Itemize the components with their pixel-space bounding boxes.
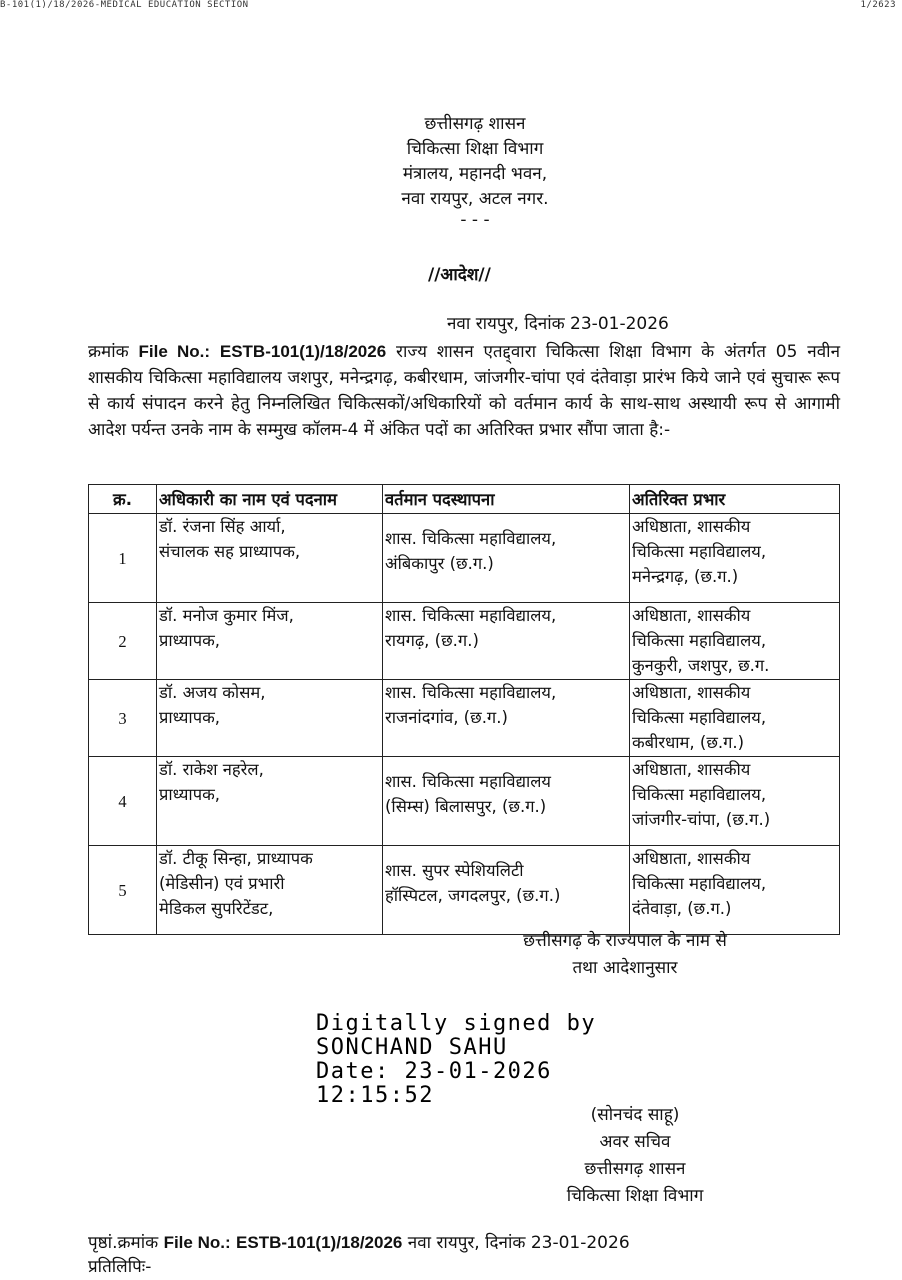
charge-line: मनेन्द्रगढ़, (छ.ग.) [632,567,739,586]
letterhead-line-department: चिकित्सा शिक्षा विभाग [406,139,544,159]
authority-block [490,928,760,982]
officer-designation-line: प्राध्यापक, [159,785,220,804]
row-serial: 4 [89,757,157,846]
charge-line: अधिष्ठाता, शासकीय [632,849,751,868]
row-additional-charge [630,846,840,935]
footer-file-number: ESTB-101(1)/18/2026 [236,1233,403,1252]
signatory-org-department: चिकित्सा शिक्षा विभाग [566,1186,704,1206]
signatory-org-government: छत्तीसगढ़ शासन [584,1159,686,1179]
digital-signature-stamp [316,1012,596,1108]
charge-line: चिकित्सा महाविद्यालय, [632,785,767,804]
letterhead-line-government: छत्तीसगढ़ शासन [424,114,526,134]
officers-table [88,484,840,935]
officer-designation-line: संचालक सह प्राध्यापक, [159,542,301,561]
row-current-posting [383,603,630,680]
row-officer-name [157,603,383,680]
signature-line-name: SONCHAND SAHU [316,1035,508,1060]
letterhead-separator: - - - [460,210,490,230]
footer-file-label: File No.: [163,1233,231,1252]
row-additional-charge [630,603,840,680]
posting-line: शास. चिकित्सा महाविद्यालय, [385,683,557,702]
signature-line-time: 12:15:52 [316,1083,434,1108]
row-additional-charge [630,514,840,603]
table-row [89,680,840,757]
letterhead-line-building: मंत्रालय, महानदी भवन, [402,164,548,184]
signatory-designation: अवर सचिव [599,1132,671,1152]
charge-line: अधिष्ठाता, शासकीय [632,517,751,536]
row-current-posting [383,680,630,757]
posting-line: शास. चिकित्सा महाविद्यालय [385,772,552,791]
table-row [89,603,840,680]
officer-designation-line: (मेडिसीन) एवं प्रभारी [159,874,285,893]
posting-line: राजनांदगांव, (छ.ग.) [385,708,508,727]
posting-line: शास. सुपर स्पेशियलिटी [385,861,524,880]
officer-name-line: डॉ. टीकू सिन्हा, प्राध्यापक [159,849,313,868]
body-prefix: क्रमांक [88,342,129,362]
table-row [89,757,840,846]
officer-designation-line: मेडिकल सुपरिटेंडट, [159,899,274,918]
posting-line: रायगढ़, (छ.ग.) [385,631,479,650]
charge-line: कुनकुरी, जशपुर, छ.ग. [632,656,770,675]
row-officer-name [157,846,383,935]
footer-place-date: नवा रायपुर, दिनांक 23-01-2026 [407,1233,630,1253]
signature-line-signed-by: Digitally signed by [316,1011,597,1036]
row-serial: 3 [89,680,157,757]
row-additional-charge [630,680,840,757]
body-file-number: ESTB-101(1)/18/2026 [219,342,387,361]
charge-line: चिकित्सा महाविद्यालय, [632,542,767,561]
letterhead-line-city: नवा रायपुर, अटल नगर. [401,189,549,209]
charge-line: चिकित्सा महाविद्यालय, [632,631,767,650]
row-additional-charge [630,757,840,846]
row-officer-name [157,514,383,603]
header-serial: क्र. [89,485,157,514]
posting-line: शास. चिकित्सा महाविद्यालय, [385,529,557,548]
footer-reference [88,1230,630,1256]
signature-line-date: Date: 23-01-2026 [316,1059,552,1084]
row-officer-name [157,680,383,757]
officer-name-line: डॉ. मनोज कुमार मिंज, [159,606,294,625]
officer-designation-line: प्राध्यापक, [159,631,220,650]
body-file-label: File No.: [138,342,211,361]
signatory-block [520,1102,750,1210]
charge-line: चिकित्सा महाविद्यालय, [632,708,767,727]
posting-line: अंबिकापुर (छ.ग.) [385,554,494,573]
order-body [88,339,840,443]
table-row [89,514,840,603]
table-header-row [89,485,840,514]
header-additional-charge: अतिरिक्त प्रभार [630,485,840,514]
document-reference-header: B-101(1)/18/2026-MEDICAL EDUCATION SECTION [0,0,249,10]
posting-line: (सिम्स) बिलासपुर, (छ.ग.) [385,797,547,816]
order-title: //आदेश// [428,265,491,285]
officer-name-line: डॉ. राकेश नहरेल, [159,760,264,779]
charge-line: अधिष्ठाता, शासकीय [632,683,751,702]
posting-line: शास. चिकित्सा महाविद्यालय, [385,606,557,625]
officer-designation-line: प्राध्यापक, [159,708,220,727]
signatory-name: (सोनचंद साहू) [590,1105,680,1125]
table-row [89,846,840,935]
charge-line: दंतेवाड़ा, (छ.ग.) [632,899,732,918]
row-serial: 5 [89,846,157,935]
charge-line: कबीरधाम, (छ.ग.) [632,733,745,752]
header-officer-name: अधिकारी का नाम एवं पदनाम [157,485,383,514]
charge-line: चिकित्सा महाविद्यालय, [632,874,767,893]
body-text: राज्य शासन एतद्द्वारा चिकित्सा शिक्षा विभाग के अंतर्गत 05 नवीन शासकीय चिकित्सा महाविद्यालय जशपुर, मनेन्द्रगढ़, कबीरधाम, जांजगीर-चांपा एवं दंतेवाड़ा प्रारंभ किये जाने एवं सुचारू रूप से कार्य संपादन करने हेतु निम्नलिखित चिकित्सकों/अधिकारियों को वर्तमान कार्य के साथ-साथ अस्थायी रूप से आगामी आदेश पर्यन्त उनके नाम के सम्मुख कॉलम-4 में अंकित पदों का अतिरिक्त प्रभार सौंपा जाता है:- [88,342,840,440]
charge-line: अधिष्ठाता, शासकीय [632,760,751,779]
row-current-posting [383,514,630,603]
row-officer-name [157,757,383,846]
letterhead [0,112,902,228]
header-current-posting: वर्तमान पदस्थापना [383,485,630,514]
page-number: 1/2623 [860,0,896,10]
footer-copy-to: प्रतिलिपिः- [88,1257,152,1277]
authority-line-order: तथा आदेशानुसार [572,958,678,978]
place-date: नवा रायपुर, दिनांक 23-01-2026 [447,314,669,334]
officer-name-line: डॉ. अजय कोसम, [159,683,266,702]
row-current-posting [383,757,630,846]
footer-prefix: पृष्ठां.क्रमांक [88,1233,159,1253]
charge-line: जांजगीर-चांपा, (छ.ग.) [632,810,771,829]
row-serial: 1 [89,514,157,603]
authority-line-governor: छत्तीसगढ़ के राज्यपाल के नाम से [523,931,727,951]
posting-line: हॉस्पिटल, जगदलपुर, (छ.ग.) [385,886,561,905]
row-current-posting [383,846,630,935]
charge-line: अधिष्ठाता, शासकीय [632,606,751,625]
row-serial: 2 [89,603,157,680]
officer-name-line: डॉ. रंजना सिंह आर्या, [159,517,286,536]
